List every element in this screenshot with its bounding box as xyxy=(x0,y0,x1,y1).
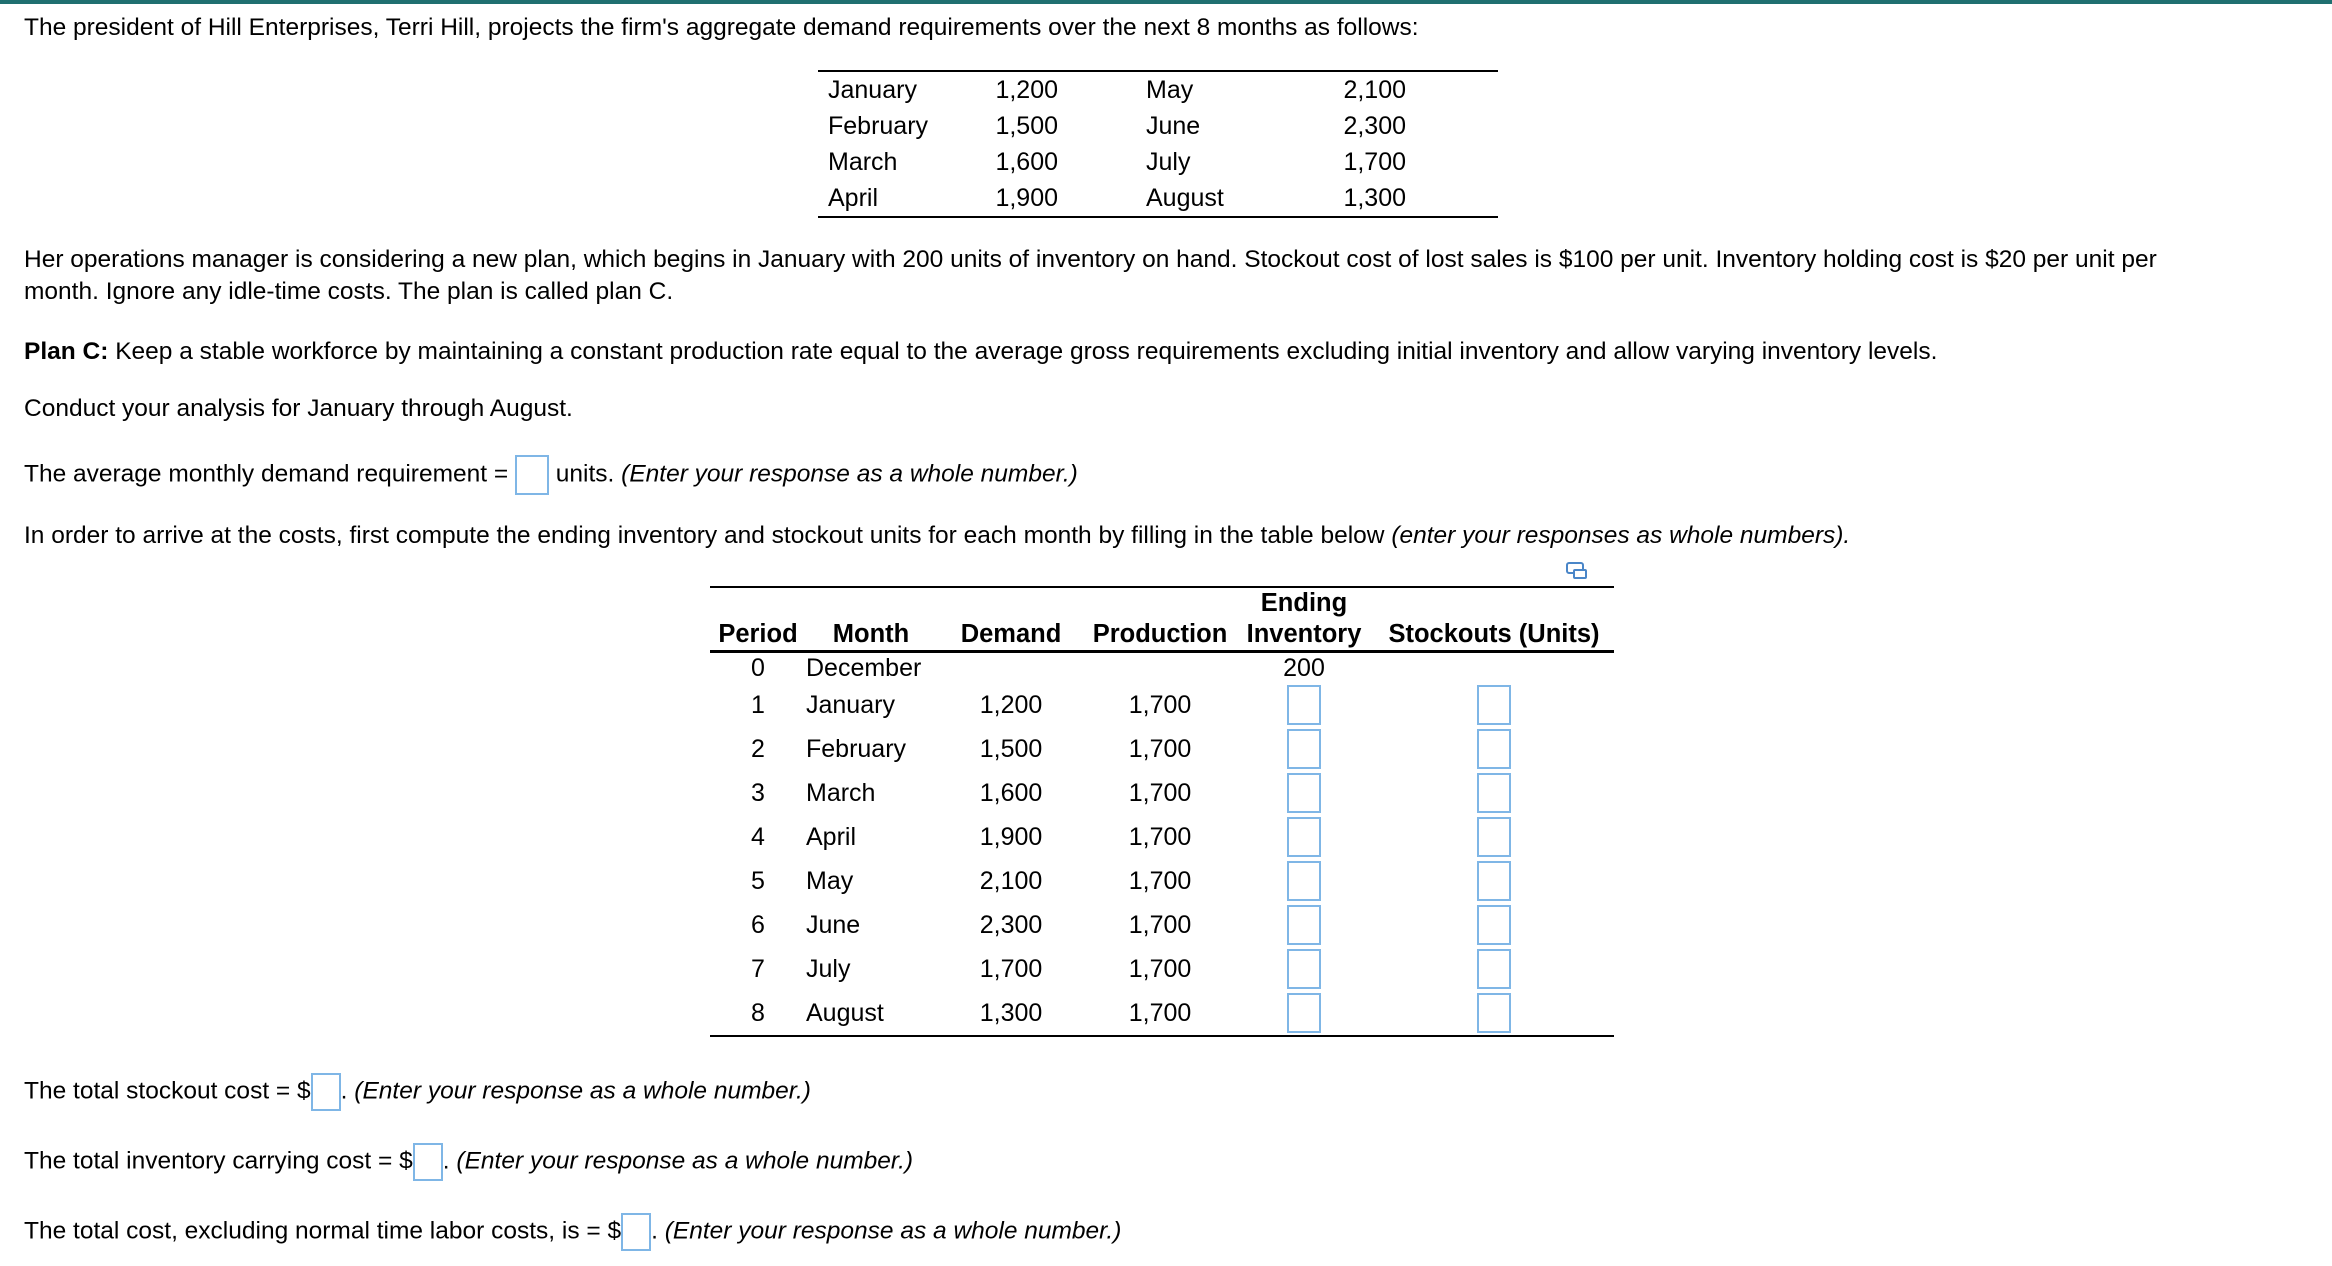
month-cell: December xyxy=(806,654,922,682)
table-row xyxy=(710,727,1614,771)
period-cell: 6 xyxy=(751,910,765,939)
table-row xyxy=(710,771,1614,815)
stockout-units-input[interactable] xyxy=(1477,993,1511,1033)
total-cost-hint: (Enter your response as a whole number.) xyxy=(664,1217,1122,1245)
stockout-units-input[interactable] xyxy=(1477,685,1511,725)
average-demand-question xyxy=(24,455,1078,495)
period-cell: 0 xyxy=(751,654,765,682)
demand-row xyxy=(818,180,1406,216)
month-cell: January xyxy=(806,690,895,719)
ending-inventory-input[interactable] xyxy=(1287,729,1321,769)
average-demand-hint: (Enter your response as a whole number.) xyxy=(621,460,1078,488)
header-ending: Ending xyxy=(1260,589,1348,617)
month-name: July xyxy=(1146,148,1191,176)
month-cell: March xyxy=(806,778,876,807)
production-cell: 1,700 xyxy=(1128,954,1192,983)
total-cost-input[interactable] xyxy=(621,1213,651,1251)
period-mark: . xyxy=(442,1147,450,1175)
table-row xyxy=(710,991,1614,1035)
plan-c-table xyxy=(710,586,1614,1037)
month-name: January xyxy=(828,76,917,104)
plan-description xyxy=(24,336,1937,368)
month-name: June xyxy=(1146,112,1201,140)
demand-cell: 1,600 xyxy=(979,778,1043,807)
stockout-units-input[interactable] xyxy=(1477,905,1511,945)
average-demand-label: The average monthly demand requirement = xyxy=(24,460,509,488)
month-demand: 2,100 xyxy=(1343,76,1406,104)
average-demand-input[interactable] xyxy=(515,455,549,495)
demand-cell: 2,300 xyxy=(979,910,1043,939)
table-instruction-hint: (enter your responses as whole numbers). xyxy=(1391,522,1851,549)
month-demand: 1,700 xyxy=(1343,148,1406,176)
carrying-cost-hint: (Enter your response as a whole number.) xyxy=(456,1147,914,1175)
demand-cell: 1,200 xyxy=(979,690,1043,719)
period-cell: 7 xyxy=(751,954,765,983)
stockout-cost-input[interactable] xyxy=(311,1073,341,1111)
conduct-text: Conduct your analysis for January through August. xyxy=(24,395,573,422)
month-cell: May xyxy=(806,866,854,895)
month-cell: July xyxy=(806,954,851,983)
plan-label: Plan C: xyxy=(24,338,109,365)
stockout-cost-question xyxy=(24,1073,811,1111)
month-demand: 1,200 xyxy=(995,76,1058,104)
demand-cell: 1,900 xyxy=(979,822,1043,851)
ending-inventory-cell: 200 xyxy=(1283,654,1325,682)
ending-inventory-input[interactable] xyxy=(1287,949,1321,989)
stockout-cost-label: The total stockout cost = $ xyxy=(24,1077,311,1105)
table-row xyxy=(710,815,1614,859)
carrying-cost-label: The total inventory carrying cost = $ xyxy=(24,1147,413,1175)
table-instruction-text: In order to arrive at the costs, first compute the ending inventory and stockout units for each month by filling in the table below xyxy=(24,522,1392,549)
production-cell: 1,700 xyxy=(1128,734,1192,763)
demand-cell: 1,700 xyxy=(979,954,1043,983)
demand-row xyxy=(818,72,1406,108)
ending-inventory-input[interactable] xyxy=(1287,993,1321,1033)
ending-inventory-input[interactable] xyxy=(1287,817,1321,857)
ending-inventory-input[interactable] xyxy=(1287,685,1321,725)
total-cost-label: The total cost, excluding normal time labor costs, is = $ xyxy=(24,1217,622,1245)
demand-row xyxy=(818,144,1406,180)
month-cell: June xyxy=(806,910,861,939)
production-cell: 1,700 xyxy=(1128,910,1192,939)
month-demand: 2,300 xyxy=(1343,112,1406,140)
period-cell: 5 xyxy=(751,866,765,895)
month-name: May xyxy=(1146,76,1194,104)
month-cell: April xyxy=(806,822,857,851)
intro-text: The president of Hill Enterprises, Terri Hill, projects the firm's aggregate demand requirements over the next 8 months as follows: xyxy=(24,14,1419,41)
units-label: units. xyxy=(555,460,615,488)
table-row xyxy=(710,683,1614,727)
month-cell: February xyxy=(806,734,907,763)
ending-inventory-input[interactable] xyxy=(1287,773,1321,813)
production-cell: 1,700 xyxy=(1128,998,1192,1027)
production-cell: 1,700 xyxy=(1128,778,1192,807)
table-row xyxy=(710,859,1614,903)
month-demand: 1,500 xyxy=(995,112,1058,140)
ending-inventory-input[interactable] xyxy=(1287,861,1321,901)
table-row xyxy=(710,903,1614,947)
ending-inventory-input[interactable] xyxy=(1287,905,1321,945)
operations-text-line1: Her operations manager is considering a new plan, which begins in January with 200 units of inventory on hand. Stockout cost of lost sales is $100 per unit. Inventory holding cost is $20 per unit per xyxy=(24,246,2157,273)
plan-text: Keep a stable workforce by maintaining a constant production rate equal to the average gross requirements excluding initial inventory and allow varying inventory levels. xyxy=(108,338,1938,365)
header-stockouts: Stockouts (Units) xyxy=(1388,620,1600,648)
production-cell: 1,700 xyxy=(1128,822,1192,851)
demand-cell: 2,100 xyxy=(979,866,1043,895)
period-cell: 4 xyxy=(751,822,765,851)
period-mark: . xyxy=(340,1077,348,1105)
stockout-units-input[interactable] xyxy=(1477,949,1511,989)
header-inventory: Inventory xyxy=(1246,620,1362,648)
period-cell: 1 xyxy=(751,690,765,719)
header-period: Period xyxy=(718,620,798,648)
period-cell: 8 xyxy=(751,998,765,1027)
production-cell: 1,700 xyxy=(1128,690,1192,719)
carrying-cost-input[interactable] xyxy=(413,1143,443,1181)
month-demand: 1,300 xyxy=(1343,184,1406,212)
month-cell: August xyxy=(806,998,884,1027)
table-row xyxy=(710,653,1614,683)
table-row xyxy=(710,947,1614,991)
demand-row xyxy=(818,108,1406,144)
table-instruction xyxy=(24,520,1850,552)
period-cell: 2 xyxy=(751,734,765,763)
production-cell: 1,700 xyxy=(1128,866,1192,895)
period-cell: 3 xyxy=(751,778,765,807)
demand-table xyxy=(818,70,1498,218)
demand-cell: 1,500 xyxy=(979,734,1043,763)
month-demand: 1,600 xyxy=(995,148,1058,176)
month-name: March xyxy=(828,148,898,176)
month-name: February xyxy=(828,112,929,140)
header-demand: Demand xyxy=(960,620,1062,648)
carrying-cost-question xyxy=(24,1143,913,1181)
total-cost-question xyxy=(24,1213,1121,1251)
operations-text-line2: month. Ignore any idle-time costs. The plan is called plan C. xyxy=(24,278,674,305)
header-production: Production xyxy=(1092,620,1228,648)
period-mark: . xyxy=(651,1217,658,1245)
month-name: April xyxy=(828,184,879,212)
month-demand: 1,900 xyxy=(995,184,1058,212)
stockout-units-input[interactable] xyxy=(1477,861,1511,901)
stockout-units-input[interactable] xyxy=(1477,817,1511,857)
top-accent-bar xyxy=(0,0,2332,4)
stockout-units-input[interactable] xyxy=(1477,729,1511,769)
demand-cell: 1,300 xyxy=(979,998,1043,1027)
stockout-cost-hint: (Enter your response as a whole number.) xyxy=(354,1077,811,1105)
copy-table-icon[interactable] xyxy=(1566,562,1588,580)
header-month: Month xyxy=(832,620,910,648)
stockout-units-input[interactable] xyxy=(1477,773,1511,813)
month-name: August xyxy=(1146,184,1224,212)
